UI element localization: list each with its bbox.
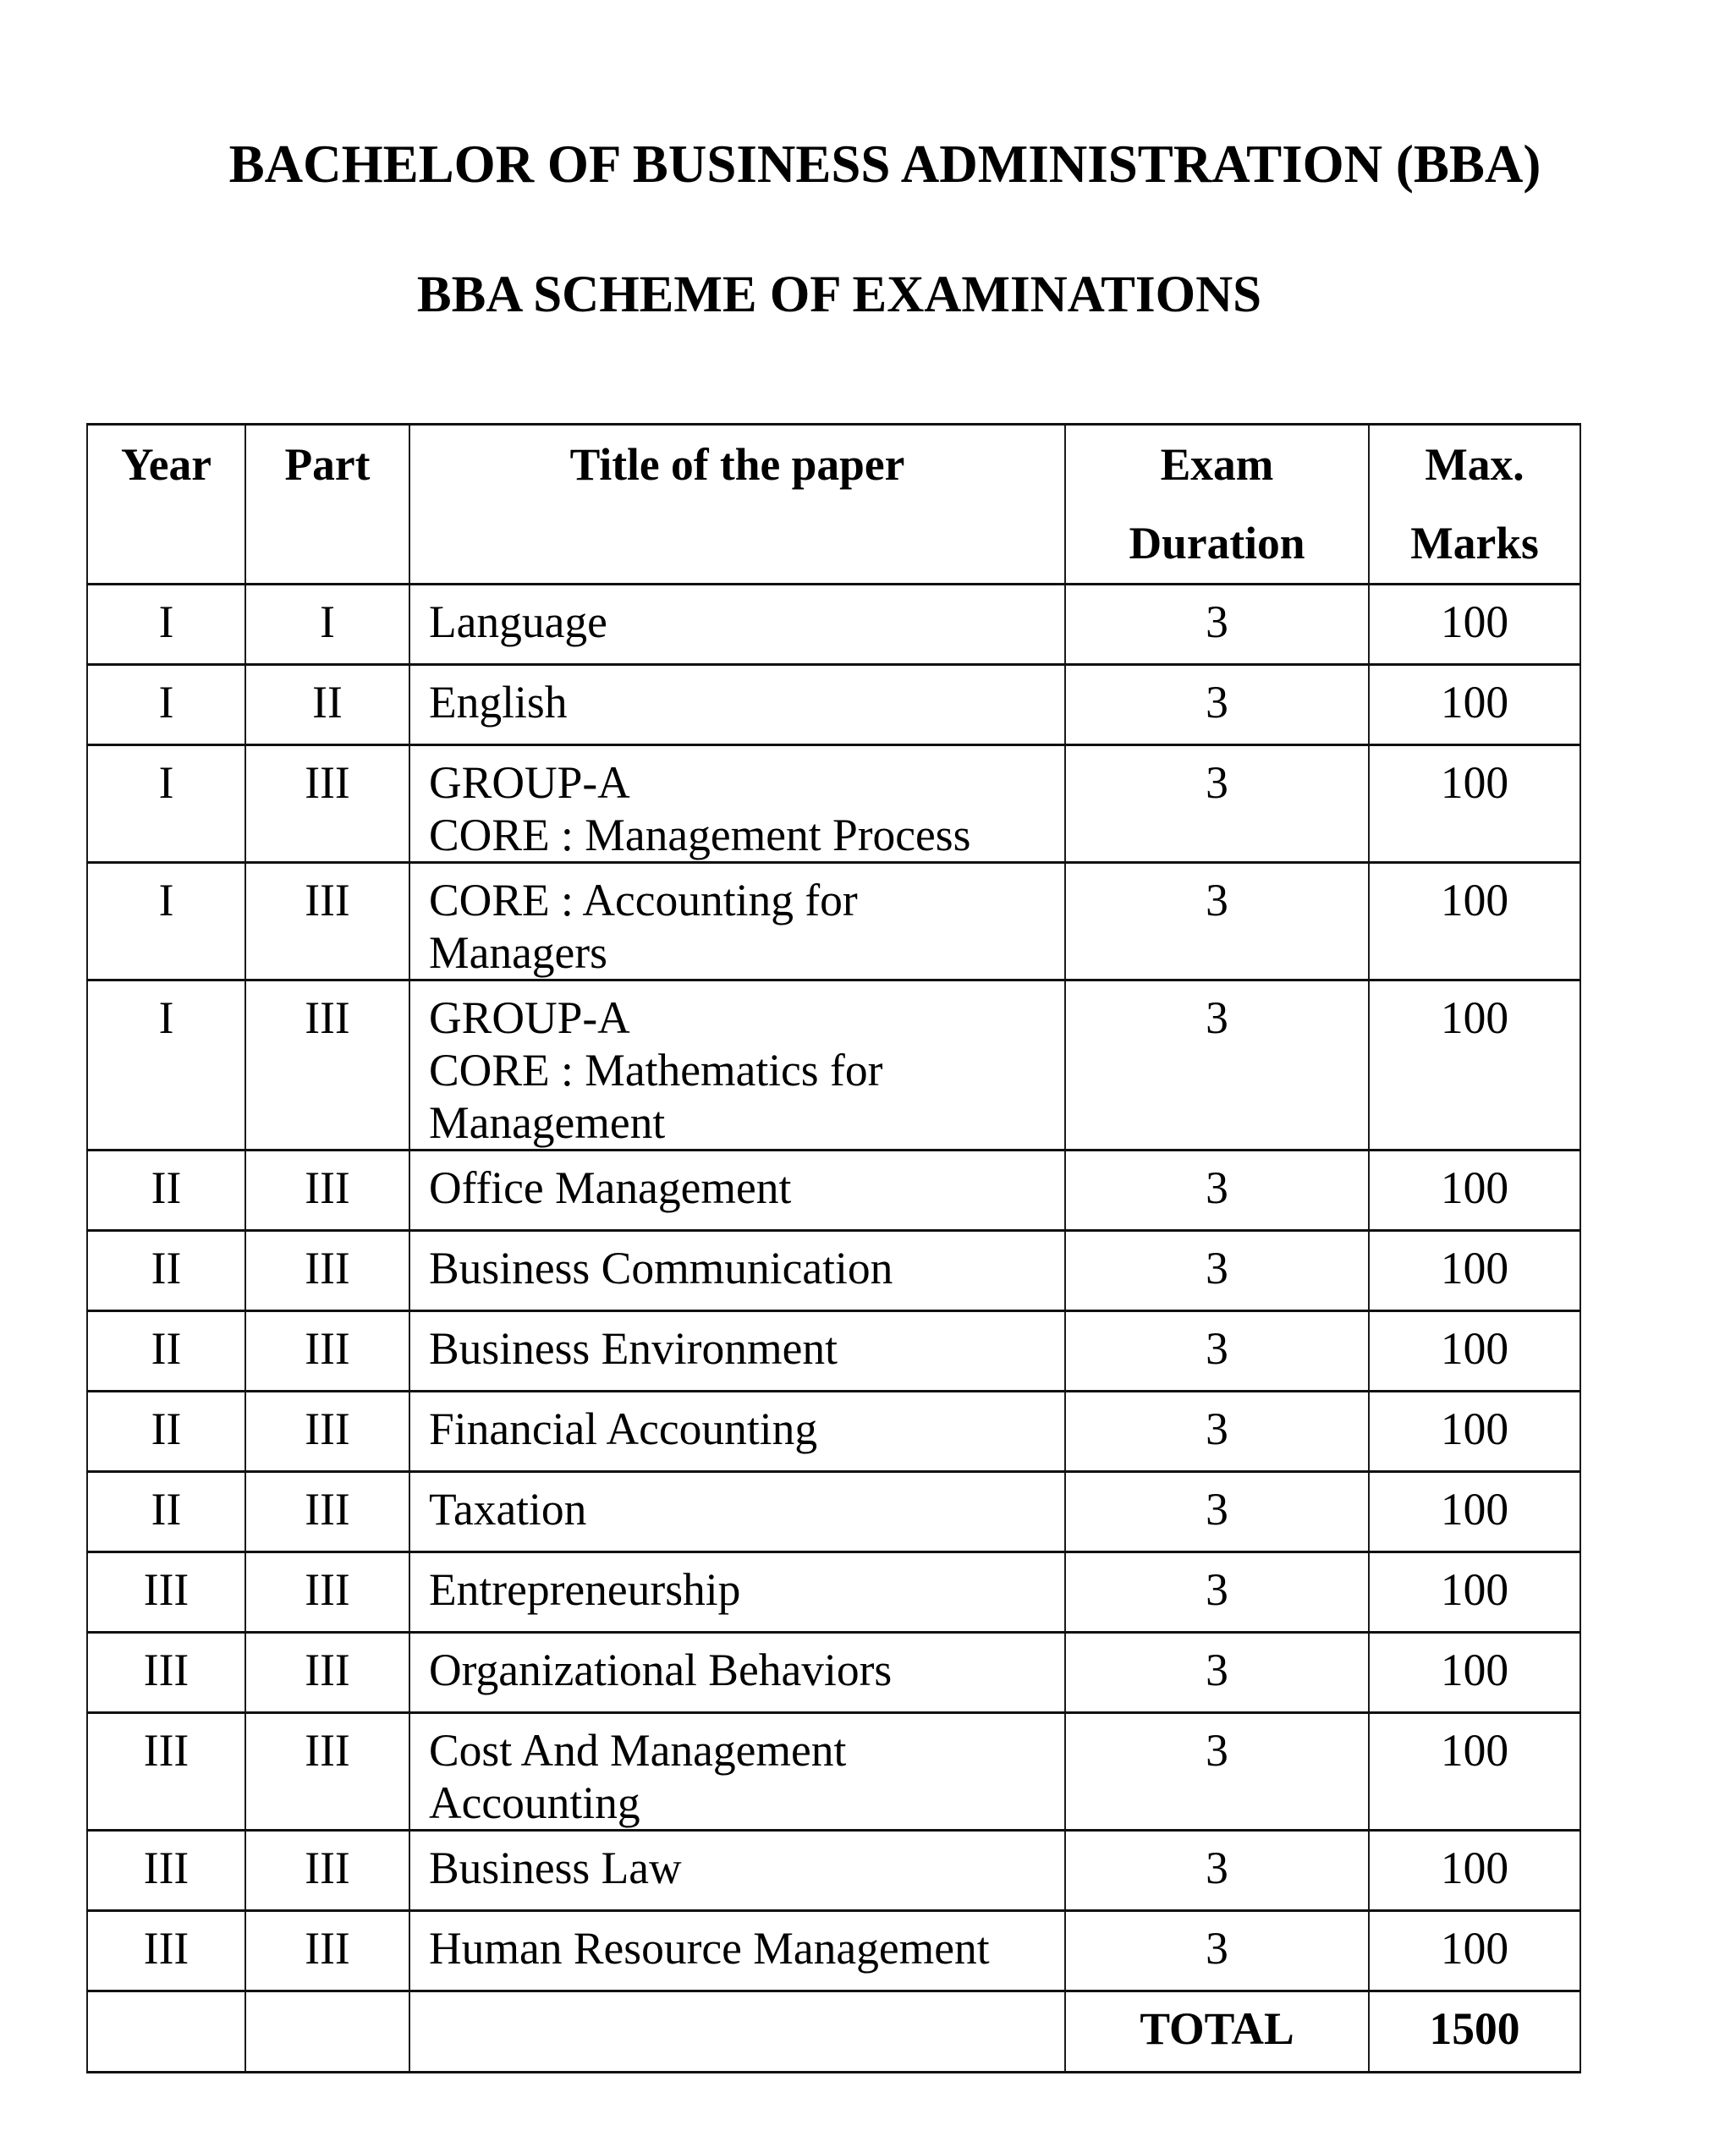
part-value: III xyxy=(305,1243,350,1293)
year-cell xyxy=(87,1392,245,1472)
header-part xyxy=(245,425,409,585)
document-title: BACHELOR OF BUSINESS ADMINISTRATION (BBA) xyxy=(228,135,1541,194)
year-cell xyxy=(87,863,245,980)
year-value: I xyxy=(158,677,174,728)
year-cell xyxy=(87,1831,245,1911)
max-marks-cell xyxy=(1369,980,1580,1151)
header-max-label-line1: Max. xyxy=(1425,439,1524,490)
exam-duration-cell xyxy=(1065,665,1369,745)
part-value: III xyxy=(305,1645,350,1695)
year-cell xyxy=(87,1633,245,1713)
table-row xyxy=(87,1392,1580,1472)
paper-title-cell xyxy=(409,1392,1065,1472)
year-cell xyxy=(87,980,245,1151)
exam-duration-value: 3 xyxy=(1206,757,1228,808)
part-value: III xyxy=(305,1484,350,1535)
table-row xyxy=(87,1633,1580,1713)
paper-title-cell xyxy=(409,980,1065,1151)
header-year-label: Year xyxy=(121,439,212,490)
exam-duration-cell xyxy=(1065,1392,1369,1472)
exam-duration-value: 3 xyxy=(1206,875,1228,925)
part-cell xyxy=(245,980,409,1151)
exam-duration-cell xyxy=(1065,585,1369,665)
table-row xyxy=(87,1231,1580,1311)
paper-title-line: Entrepreneurship xyxy=(429,1564,741,1615)
year-value: II xyxy=(151,1403,182,1454)
year-value: III xyxy=(143,1645,190,1695)
exam-duration-cell xyxy=(1065,1231,1369,1311)
year-value: III xyxy=(143,1725,190,1776)
paper-title xyxy=(429,746,1064,861)
paper-title xyxy=(429,1232,1064,1294)
year-value: III xyxy=(143,1923,190,1974)
year-value: I xyxy=(158,596,174,647)
max-marks-cell xyxy=(1369,1392,1580,1472)
max-marks-cell xyxy=(1369,1151,1580,1231)
max-marks-value: 100 xyxy=(1440,1725,1509,1776)
part-value: I xyxy=(320,596,335,647)
paper-title-line: Accounting xyxy=(429,1777,640,1828)
paper-title xyxy=(429,1553,1064,1616)
exam-duration-cell xyxy=(1065,1311,1369,1392)
part-value: III xyxy=(305,1923,350,1974)
paper-title-line: Managers xyxy=(429,927,607,978)
total-row xyxy=(87,1991,1580,2073)
paper-title xyxy=(429,1312,1064,1375)
max-marks-value: 100 xyxy=(1440,1564,1509,1615)
table-row xyxy=(87,1831,1580,1911)
year-value: II xyxy=(151,1162,182,1213)
year-value: I xyxy=(158,757,174,808)
exam-duration-value: 3 xyxy=(1206,1645,1228,1695)
max-marks-cell xyxy=(1369,1911,1580,1991)
paper-title-line: GROUP-A xyxy=(429,757,630,808)
part-cell xyxy=(245,1392,409,1472)
paper-title-line: CORE : Mathematics for xyxy=(429,1045,883,1096)
max-marks-cell xyxy=(1369,1472,1580,1552)
part-value: III xyxy=(305,875,350,925)
exam-duration-cell xyxy=(1065,980,1369,1151)
table-row xyxy=(87,1911,1580,1991)
paper-title-cell xyxy=(409,863,1065,980)
part-cell xyxy=(245,665,409,745)
paper-title xyxy=(429,666,1064,728)
header-exam-label-line1: Exam xyxy=(1160,439,1274,490)
max-marks-value: 100 xyxy=(1440,1403,1509,1454)
max-marks-cell xyxy=(1369,665,1580,745)
year-cell xyxy=(87,1311,245,1392)
year-cell xyxy=(87,745,245,863)
max-marks-value: 100 xyxy=(1440,1243,1509,1293)
paper-title xyxy=(429,1392,1064,1455)
part-value: III xyxy=(305,1725,350,1776)
part-cell xyxy=(245,1911,409,1991)
paper-title-line: Organizational Behaviors xyxy=(429,1645,893,1695)
max-marks-cell xyxy=(1369,1311,1580,1392)
paper-title-cell xyxy=(409,1231,1065,1311)
year-cell xyxy=(87,1472,245,1552)
part-cell xyxy=(245,585,409,665)
max-marks-value: 100 xyxy=(1440,1484,1509,1535)
total-label: TOTAL xyxy=(1140,2003,1294,2054)
part-value: III xyxy=(305,1564,350,1615)
paper-title-cell xyxy=(409,1151,1065,1231)
max-marks-value: 100 xyxy=(1440,596,1509,647)
max-marks-value: 100 xyxy=(1440,1843,1509,1893)
part-cell xyxy=(245,1713,409,1831)
max-marks-cell xyxy=(1369,585,1580,665)
paper-title-line: Management xyxy=(429,1097,666,1148)
max-marks-cell xyxy=(1369,1713,1580,1831)
year-value: I xyxy=(158,992,174,1043)
year-value: II xyxy=(151,1243,182,1293)
part-value: III xyxy=(305,1403,350,1454)
exam-duration-value: 3 xyxy=(1206,1403,1228,1454)
table-row xyxy=(87,1311,1580,1392)
exam-duration-value: 3 xyxy=(1206,1323,1228,1374)
year-value: III xyxy=(143,1843,190,1893)
paper-title-cell xyxy=(409,1911,1065,1991)
year-value: III xyxy=(143,1564,190,1615)
year-cell xyxy=(87,1151,245,1231)
header-year xyxy=(87,425,245,585)
max-marks-value: 100 xyxy=(1440,875,1509,925)
max-marks-cell xyxy=(1369,1552,1580,1633)
max-marks-value: 100 xyxy=(1440,677,1509,728)
total-value: 1500 xyxy=(1429,2003,1520,2054)
exam-duration-value: 3 xyxy=(1206,1923,1228,1974)
paper-title-line: Cost And Management xyxy=(429,1725,847,1776)
examination-scheme-table xyxy=(86,423,1581,2073)
max-marks-value: 100 xyxy=(1440,1162,1509,1213)
part-cell xyxy=(245,1831,409,1911)
header-exam-duration xyxy=(1065,425,1369,585)
paper-title-line: Business Communication xyxy=(429,1243,893,1293)
paper-title xyxy=(429,1832,1064,1894)
year-value: II xyxy=(151,1323,182,1374)
exam-duration-value: 3 xyxy=(1206,1564,1228,1615)
paper-title xyxy=(429,1634,1064,1696)
exam-duration-cell xyxy=(1065,1911,1369,1991)
paper-title-line: Business Environment xyxy=(429,1323,838,1374)
total-label-cell xyxy=(1065,1991,1369,2073)
paper-title-cell xyxy=(409,745,1065,863)
part-value: III xyxy=(305,1162,350,1213)
paper-title-cell xyxy=(409,585,1065,665)
header-title xyxy=(409,425,1065,585)
paper-title xyxy=(429,864,1064,979)
paper-title-cell xyxy=(409,1633,1065,1713)
max-marks-value: 100 xyxy=(1440,757,1509,808)
exam-duration-cell xyxy=(1065,1472,1369,1552)
paper-title-line: Language xyxy=(429,596,607,647)
exam-duration-value: 3 xyxy=(1206,596,1228,647)
paper-title-line: Financial Accounting xyxy=(429,1403,818,1454)
table-row xyxy=(87,980,1580,1151)
document-subtitle: BBA SCHEME OF EXAMINATIONS xyxy=(416,266,1262,323)
max-marks-cell xyxy=(1369,1633,1580,1713)
max-marks-value: 100 xyxy=(1440,992,1509,1043)
header-max-marks xyxy=(1369,425,1580,585)
exam-duration-cell xyxy=(1065,1831,1369,1911)
year-cell xyxy=(87,585,245,665)
paper-title-line: Office Management xyxy=(429,1162,792,1213)
table-row xyxy=(87,1713,1580,1831)
paper-title xyxy=(429,585,1064,648)
max-marks-cell xyxy=(1369,1231,1580,1311)
max-marks-cell xyxy=(1369,1831,1580,1911)
max-marks-cell xyxy=(1369,863,1580,980)
header-exam-label-line2: Duration xyxy=(1129,518,1305,568)
table-row xyxy=(87,1472,1580,1552)
paper-title-cell xyxy=(409,1713,1065,1831)
header-title-label: Title of the paper xyxy=(569,439,905,490)
paper-title-line: CORE : Accounting for xyxy=(429,875,858,925)
part-cell xyxy=(245,1311,409,1392)
table-row xyxy=(87,1151,1580,1231)
paper-title-line: Business Law xyxy=(429,1843,682,1893)
exam-duration-cell xyxy=(1065,1713,1369,1831)
part-value: III xyxy=(305,757,350,808)
year-cell xyxy=(87,1911,245,1991)
max-marks-value: 100 xyxy=(1440,1323,1509,1374)
paper-title xyxy=(429,981,1064,1149)
header-part-label: Part xyxy=(284,439,371,490)
paper-title-line: CORE : Management Process xyxy=(429,810,971,860)
paper-title xyxy=(429,1714,1064,1829)
table-row xyxy=(87,745,1580,863)
total-empty-part-cell xyxy=(245,1991,409,2073)
paper-title-line: English xyxy=(429,677,568,728)
exam-duration-cell xyxy=(1065,863,1369,980)
part-value: III xyxy=(305,1323,350,1374)
exam-duration-value: 3 xyxy=(1206,1162,1228,1213)
part-cell xyxy=(245,1151,409,1231)
paper-title-cell xyxy=(409,1831,1065,1911)
exam-duration-cell xyxy=(1065,745,1369,863)
paper-title-line: Taxation xyxy=(429,1484,587,1535)
total-value-cell xyxy=(1369,1991,1580,2073)
table-row xyxy=(87,1552,1580,1633)
paper-title xyxy=(429,1473,1064,1535)
total-empty-title-cell xyxy=(409,1991,1065,2073)
year-cell xyxy=(87,665,245,745)
paper-title xyxy=(429,1151,1064,1214)
paper-title-line: GROUP-A xyxy=(429,992,630,1043)
table-row xyxy=(87,585,1580,665)
exam-duration-value: 3 xyxy=(1206,677,1228,728)
part-cell xyxy=(245,745,409,863)
paper-title-cell xyxy=(409,1472,1065,1552)
table-body xyxy=(87,585,1580,2073)
year-cell xyxy=(87,1713,245,1831)
max-marks-value: 100 xyxy=(1440,1645,1509,1695)
exam-duration-value: 3 xyxy=(1206,1243,1228,1293)
part-cell xyxy=(245,1231,409,1311)
max-marks-cell xyxy=(1369,745,1580,863)
exam-duration-cell xyxy=(1065,1552,1369,1633)
exam-duration-value: 3 xyxy=(1206,992,1228,1043)
year-cell xyxy=(87,1552,245,1633)
table-row xyxy=(87,863,1580,980)
total-empty-year-cell xyxy=(87,1991,245,2073)
year-value: II xyxy=(151,1484,182,1535)
part-cell xyxy=(245,1633,409,1713)
part-cell xyxy=(245,1472,409,1552)
year-cell xyxy=(87,1231,245,1311)
header-max-label-line2: Marks xyxy=(1410,518,1539,568)
exam-duration-cell xyxy=(1065,1633,1369,1713)
paper-title-cell xyxy=(409,1552,1065,1633)
paper-title-cell xyxy=(409,1311,1065,1392)
part-cell xyxy=(245,1552,409,1633)
exam-duration-value: 3 xyxy=(1206,1725,1228,1776)
exam-duration-cell xyxy=(1065,1151,1369,1231)
year-value: I xyxy=(158,875,174,925)
part-value: III xyxy=(305,992,350,1043)
exam-duration-value: 3 xyxy=(1206,1484,1228,1535)
part-value: III xyxy=(305,1843,350,1893)
table-row xyxy=(87,665,1580,745)
max-marks-value: 100 xyxy=(1440,1923,1509,1974)
paper-title xyxy=(429,1912,1064,1974)
part-cell xyxy=(245,863,409,980)
exam-duration-value: 3 xyxy=(1206,1843,1228,1893)
part-value: II xyxy=(312,677,343,728)
paper-title-line: Human Resource Management xyxy=(429,1923,990,1974)
paper-title-cell xyxy=(409,665,1065,745)
table-header-row xyxy=(87,425,1580,585)
